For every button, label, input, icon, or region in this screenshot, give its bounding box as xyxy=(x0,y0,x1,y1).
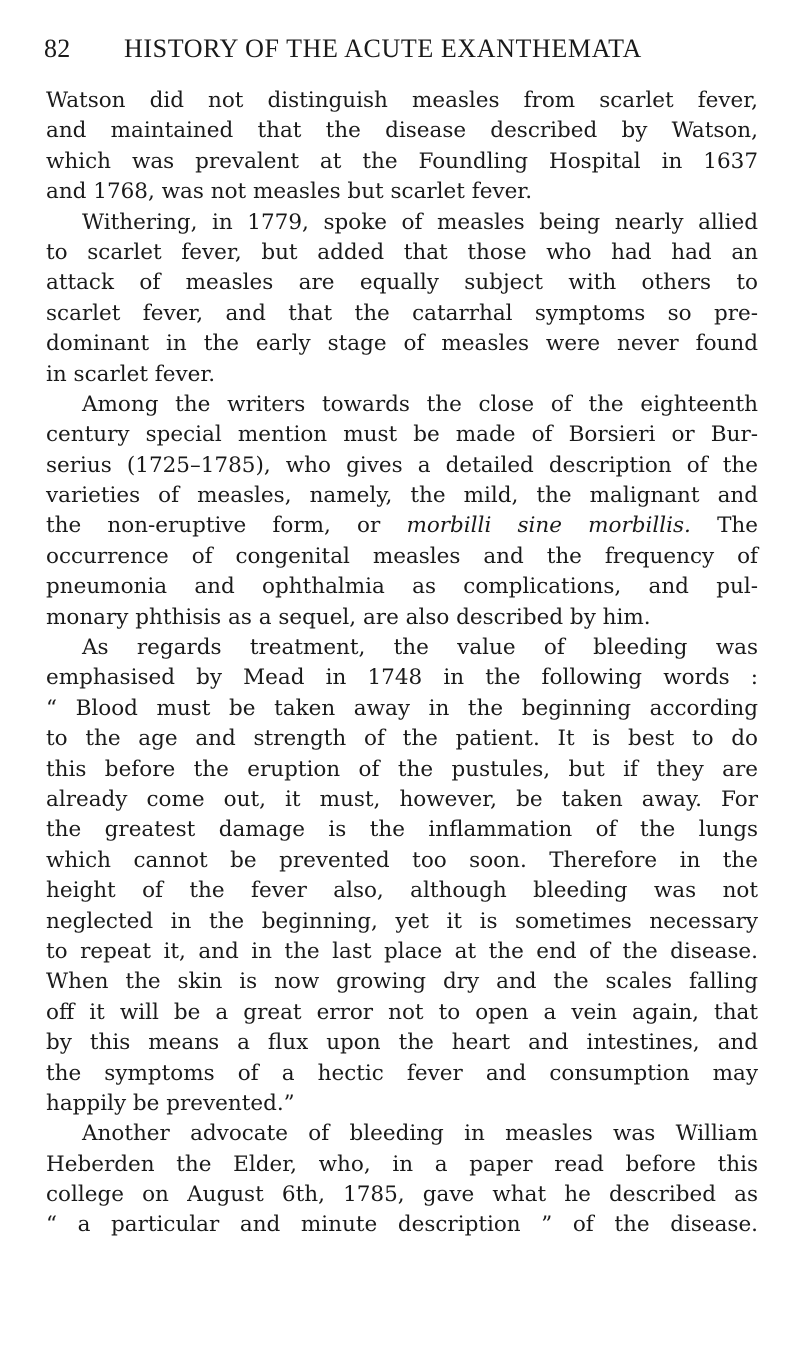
italic-phrase: morbilli sine morbillis. xyxy=(406,513,691,539)
text-line: emphasised by Mead in 1748 in the following words : xyxy=(46,665,758,691)
running-title: HISTORY OF THE ACUTE EXANTHEMATA xyxy=(124,34,642,63)
text-line: “ a particular and minute description ” of the disease. xyxy=(46,1212,758,1238)
text-line: already come out, it must, however, be taken away. For xyxy=(46,786,758,812)
text-line: neglected in the beginning, yet it is sometimes necessary xyxy=(46,908,758,934)
text-line: When the skin is now growing dry and the scales falling xyxy=(46,969,758,995)
text-line: Among the writers towards the close of the eighteenth xyxy=(82,391,758,417)
text-line: off it will be a great error not to open a vein again, that xyxy=(46,999,758,1025)
page-number: 82 xyxy=(44,34,71,63)
text-line: As regards treatment, the value of bleeding was xyxy=(82,635,758,661)
text-line: pneumonia and ophthalmia as complications, and pul- xyxy=(46,574,758,600)
body-text xyxy=(46,86,758,1241)
text-line: in scarlet fever. xyxy=(46,361,216,387)
text-line: height of the fever also, although bleeding was not xyxy=(46,878,758,904)
text-line: to repeat it, and in the last place at the end of the disease. xyxy=(46,938,758,964)
text-span: the non-eruptive form, or xyxy=(46,513,407,539)
text-line: happily be prevented.” xyxy=(46,1090,295,1116)
text-line: which was prevalent at the Foundling Hospital in 1637 xyxy=(46,148,758,174)
text-line: and maintained that the disease described by Watson, xyxy=(46,118,758,144)
text-line: Heberden the Elder, who, in a paper read before this xyxy=(46,1151,758,1177)
text-span: The xyxy=(690,513,758,539)
paragraph xyxy=(46,208,758,390)
text-line: monary phthisis as a sequel, are also described by him. xyxy=(46,604,651,630)
paragraph xyxy=(46,86,758,208)
text-line: this before the eruption of the pustules, but if they are xyxy=(46,756,758,782)
text-line: serius (1725–1785), who gives a detailed description of the xyxy=(46,452,758,478)
text-line: Another advocate of bleeding in measles was William xyxy=(82,1121,758,1147)
text-line: to scarlet fever, but added that those who had had an xyxy=(46,239,758,265)
paragraph xyxy=(46,633,758,1119)
text-line: Watson did not distinguish measles from scarlet fever, xyxy=(46,88,758,113)
text-line: “ Blood must be taken away in the beginning according xyxy=(46,695,758,721)
text-line: Withering, in 1779, spoke of measles being nearly allied xyxy=(82,209,758,235)
paragraph xyxy=(46,390,758,633)
text-line: to the age and strength of the patient. It is best to do xyxy=(46,726,758,752)
text-line: varieties of measles, namely, the mild, the malignant and xyxy=(46,483,758,509)
text-line: scarlet fever, and that the catarrhal symptoms so pre- xyxy=(46,300,758,326)
text-line: the greatest damage is the inflammation of the lungs xyxy=(46,817,758,843)
paragraph xyxy=(46,1119,758,1241)
text-line: by this means a flux upon the heart and intestines, and xyxy=(46,1030,758,1056)
text-line: college on August 6th, 1785, gave what he described as xyxy=(46,1182,758,1208)
page-header xyxy=(44,34,762,74)
text-line-with-italic xyxy=(46,511,758,541)
text-line: attack of measles are equally subject with others to xyxy=(46,270,758,296)
text-line: occurrence of congenital measles and the frequency of xyxy=(46,543,758,569)
text-line: century special mention must be made of Borsieri or Bur- xyxy=(46,422,758,448)
text-line: dominant in the early stage of measles were never found xyxy=(46,331,758,357)
text-line: and 1768, was not measles but scarlet fever. xyxy=(46,179,533,205)
text-line: which cannot be prevented too soon. Therefore in the xyxy=(46,847,758,873)
text-line: the symptoms of a hectic fever and consumption may xyxy=(46,1060,758,1086)
